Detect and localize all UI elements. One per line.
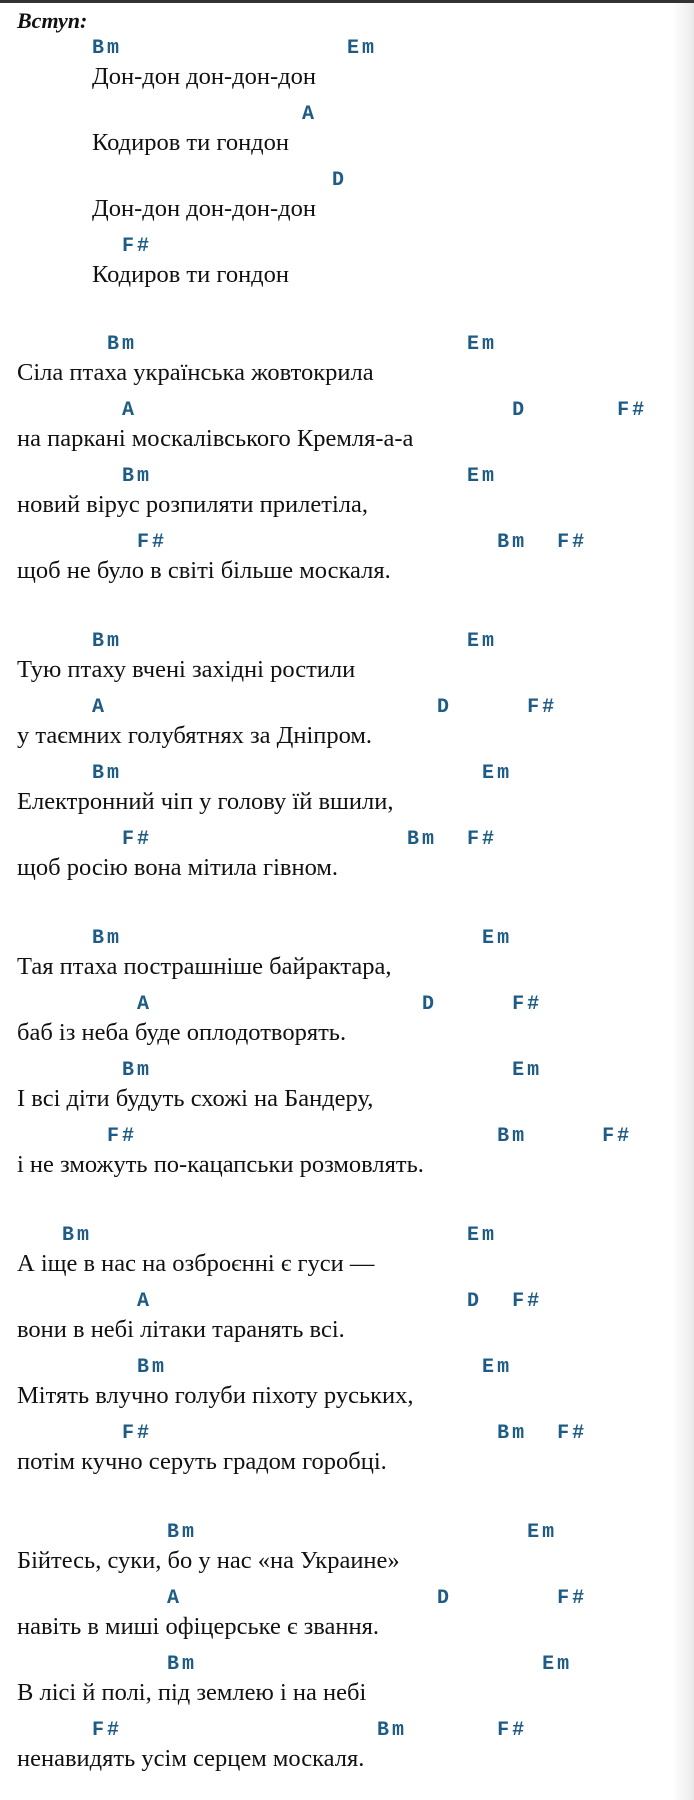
verse-lyric-line: щоб не було в світі більше москаля. bbox=[17, 557, 391, 584]
verse-lyric-line: Сіла птаха українська жовтокрила bbox=[17, 359, 374, 386]
verse-lyric-line: ненавидять усім серцем москаля. bbox=[17, 1745, 365, 1772]
verse-lyric-line: щоб росію вона мітила гівном. bbox=[17, 854, 338, 881]
intro-lyric-line: Кодиров ти гондон bbox=[92, 129, 290, 156]
verse-lyric-line: Електронний чіп у голову їй вшили, bbox=[17, 788, 394, 815]
verse-lyric-line: Тая птаха пострашніше байрактара, bbox=[17, 953, 392, 980]
verse-chord-line: A D F# bbox=[17, 399, 648, 422]
verse-chord-line: Bm Em bbox=[17, 333, 498, 356]
intro-lyric-line: Дон-дон дон-дон-дон bbox=[92, 195, 316, 222]
verse-lyric-line: В лісі й полі, під землею і на небі bbox=[17, 1679, 367, 1706]
verse-lyric-line: і не зможуть по-кацапськи розмовлять. bbox=[17, 1151, 424, 1178]
verse-lyric-line: потім кучно серуть градом горобці. bbox=[17, 1448, 387, 1475]
intro-chord-line: F# bbox=[17, 235, 153, 258]
verse-lyric-line: навіть в миші офіцерське є звання. bbox=[17, 1613, 380, 1640]
verse-lyric-line: баб із неба буде оплодотворять. bbox=[17, 1019, 347, 1046]
verse-chord-line: F# Bm F# bbox=[17, 828, 498, 851]
chord-sheet bbox=[0, 3, 694, 1800]
verse-chord-line: Bm Em bbox=[17, 630, 498, 653]
verse-chord-line: F# Bm F# bbox=[17, 1422, 588, 1445]
section-title: Вступ: bbox=[17, 8, 88, 33]
verse-lyric-line: новий вірус розпиляти прилетіла, bbox=[17, 491, 368, 518]
verse-chord-line: A D F# bbox=[17, 1587, 588, 1610]
verse-chord-line: A D F# bbox=[17, 696, 558, 719]
verse-chord-line: Bm Em bbox=[17, 1059, 543, 1082]
verse-lyric-line: І всі діти будуть схожі на Бандеру, bbox=[17, 1085, 374, 1112]
verse-chord-line: F# Bm F# bbox=[17, 1125, 633, 1148]
verse-chord-line: F# Bm F# bbox=[17, 1719, 528, 1742]
verse-chord-line: Bm Em bbox=[17, 1356, 513, 1379]
verse-lyric-line: Тую птаху вчені західні ростили bbox=[17, 656, 356, 683]
verse-chord-line: Bm Em bbox=[17, 465, 498, 488]
verse-lyric-line: А іще в нас на озброєнні є гуси — bbox=[17, 1250, 375, 1277]
verse-chord-line: Bm Em bbox=[17, 1521, 558, 1544]
verse-chord-line: Bm Em bbox=[17, 1653, 573, 1676]
verse-lyric-line: у таємних голубятнях за Дніпром. bbox=[17, 722, 373, 749]
verse-lyric-line: Бійтесь, суки, бо у нас «на Украине» bbox=[17, 1547, 400, 1574]
intro-chord-line: Bm Em bbox=[17, 37, 378, 60]
verse-chord-line: A D F# bbox=[17, 993, 543, 1016]
verse-lyric-line: на паркані москалівського Кремля-а-а bbox=[17, 425, 414, 452]
verse-lyric-line: вони в небі літаки таранять всі. bbox=[17, 1316, 345, 1343]
verse-chord-line: Bm Em bbox=[17, 762, 513, 785]
verse-lyric-line: Мітять влучно голуби піхоту руських, bbox=[17, 1382, 414, 1409]
intro-chord-line: D bbox=[17, 169, 348, 192]
verse-chord-line: F# Bm F# bbox=[17, 531, 588, 554]
intro-lyric-line: Кодиров ти гондон bbox=[92, 261, 290, 288]
intro-chord-line: A bbox=[17, 103, 318, 126]
verse-chord-line: A D F# bbox=[17, 1290, 543, 1313]
verse-chord-line: Bm Em bbox=[17, 927, 513, 950]
intro-lyric-line: Дон-дон дон-дон-дон bbox=[92, 63, 316, 90]
verse-chord-line: Bm Em bbox=[17, 1224, 498, 1247]
